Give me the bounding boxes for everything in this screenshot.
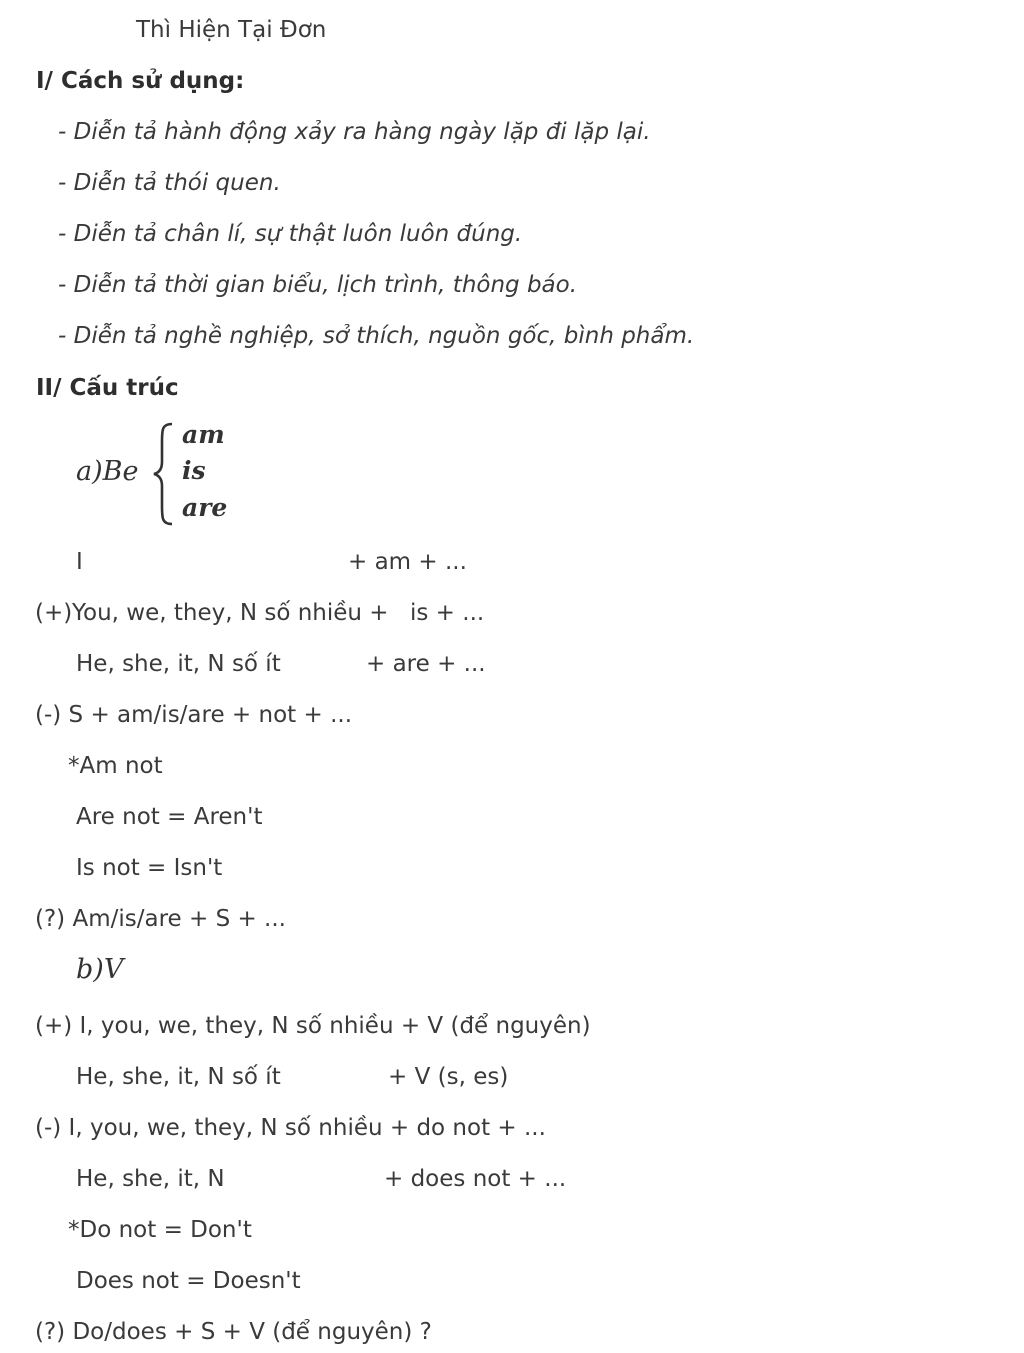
verb-question: (?) Do/does + S + V (để nguyên) ? bbox=[35, 1319, 432, 1345]
be-question: (?) Am/is/are + S + ... bbox=[35, 906, 286, 932]
verb-note: *Do not = Don't bbox=[68, 1217, 252, 1243]
be-affirm-verb: is + ... bbox=[410, 600, 485, 626]
be-affirm-verb: + am + ... bbox=[348, 549, 467, 575]
verb-label: b)V bbox=[76, 954, 124, 985]
be-form-are: are bbox=[182, 493, 228, 522]
be-note: Is not = Isn't bbox=[76, 855, 223, 881]
be-affirm-prefix: (+) bbox=[35, 600, 73, 626]
be-note: *Am not bbox=[68, 753, 163, 779]
be-note: Are not = Aren't bbox=[76, 804, 263, 830]
verb-affirm-row: (+) I, you, we, they, N số nhiều + V (để nguyên) bbox=[35, 1013, 591, 1039]
be-affirm-subject: He, she, it, N số ít bbox=[76, 651, 281, 677]
be-label: a)Be bbox=[76, 456, 139, 487]
be-form-is: is bbox=[182, 456, 206, 485]
verb-affirm-rest: + V (s, es) bbox=[388, 1064, 509, 1090]
usage-item: - Diễn tả nghề nghiệp, sở thích, nguồn gốc, bình phẩm. bbox=[58, 323, 695, 349]
verb-negative-subject: He, she, it, N bbox=[76, 1166, 225, 1192]
section-usage-heading: I/ Cách sử dụng: bbox=[36, 68, 245, 94]
section-structure-heading: II/ Cấu trúc bbox=[36, 375, 179, 401]
usage-item: - Diễn tả hành động xảy ra hàng ngày lặp đi lặp lại. bbox=[58, 119, 651, 145]
verb-note: Does not = Doesn't bbox=[76, 1268, 301, 1294]
usage-item: - Diễn tả chân lí, sự thật luôn luôn đúng. bbox=[58, 221, 523, 247]
usage-item: - Diễn tả thời gian biểu, lịch trình, thông báo. bbox=[58, 272, 578, 298]
curly-brace-icon bbox=[152, 422, 176, 526]
be-form-am: am bbox=[182, 420, 225, 449]
be-formula bbox=[76, 418, 276, 528]
verb-negative-rest: + does not + ... bbox=[384, 1166, 567, 1192]
be-affirm-subject: I bbox=[76, 549, 83, 575]
be-affirm-subject: You, we, they, N số nhiều + bbox=[72, 600, 389, 626]
be-affirm-verb: + are + ... bbox=[366, 651, 486, 677]
verb-negative-row: (-) I, you, we, they, N số nhiều + do not + ... bbox=[35, 1115, 546, 1141]
usage-item: - Diễn tả thói quen. bbox=[58, 170, 281, 196]
verb-affirm-subject: He, she, it, N số ít bbox=[76, 1064, 281, 1090]
be-negative: (-) S + am/is/are + not + ... bbox=[35, 702, 353, 728]
page-title: Thì Hiện Tại Đơn bbox=[136, 17, 327, 43]
